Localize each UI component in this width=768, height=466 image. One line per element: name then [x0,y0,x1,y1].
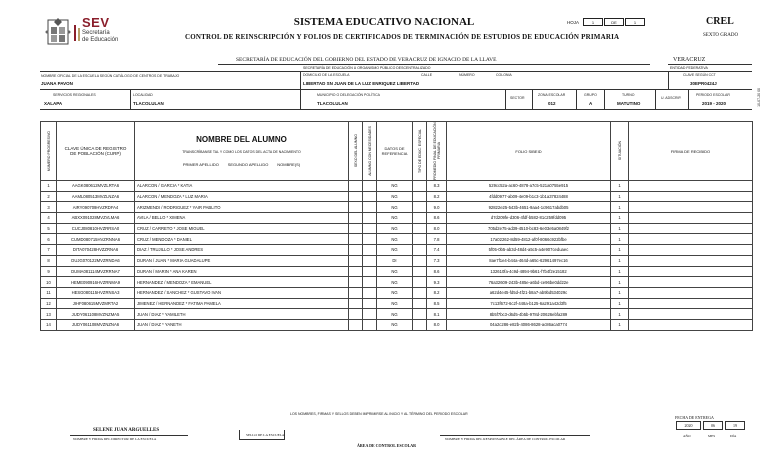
row-curp: JIHF080615MVZMRTA2 [57,298,135,309]
municipality-value: TLACOLULAN [317,101,348,106]
row-folio: 92822e25-543b-4651-9aa4-1c9617abdb05 [447,202,611,213]
row-average: 9.0 [427,202,447,213]
row-reference: NG [377,223,413,234]
sheet-number: 1 [583,18,603,26]
row-folio: 7c13f672-6c2f-448a-b125-6a291a42d3f5 [447,298,611,309]
locality-label: LOCALIDAD [133,93,153,97]
row-sex [349,181,363,192]
table-row [41,223,753,234]
director-label: NOMBRE Y FIRMA DEL DIRECTOR DE LA ESCUELA [73,437,157,441]
row-status: 1 [611,298,629,309]
row-sex [349,298,363,309]
row-folio: 132610fa-4c9d-4894-9b61-f7b4f2e15182 [447,266,611,277]
table-row [41,287,753,298]
row-special-ed [413,277,427,288]
row-folio: 04a2c286-e82b-4086-8628-ac86aca0774 [447,319,611,330]
municipality-label: MUNICIPIO O DELEGACIÓN POLÍTICA [317,93,381,97]
row-sex [349,234,363,245]
row-name: CRUZ / CARRETO * JOSE MIGUEL [135,223,349,234]
row-status: 1 [611,277,629,288]
row-folio: 4fdd0977-ab09-4e09-b1c3-1b1a37824488 [447,191,611,202]
region-label: SERVICIOS REGIONALES [53,93,96,97]
row-number: 6 [41,234,57,245]
row-number: 11 [41,287,57,298]
zone-value: 012 [548,101,556,106]
row-signature [629,213,753,224]
row-curp: ABXX091028MVZVLMA6 [57,213,135,224]
row-sex [349,245,363,256]
table-row [41,319,753,330]
row-status: 1 [611,202,629,213]
side-code: 10-07-20 00 [757,88,761,107]
col-sex: SEXO DEL ALUMNO [349,122,363,181]
row-needs [363,181,377,192]
row-name: HERNANDEZ / SANCHEZ * GUSTAVO IVAN [135,287,349,298]
row-special-ed [413,202,427,213]
row-status: 1 [611,234,629,245]
row-reference: NG [377,287,413,298]
footer-note: LOS NOMBRES, FIRMAS Y SELLOS DEBEN IMPRIMIRSE AL INICIO Y AL TÉRMINO DEL PERIODO ESCOLAR [290,412,468,416]
row-signature [629,277,753,288]
state-name: VERACRUZ [673,57,706,63]
table-row [41,181,753,192]
school-name-label: NOMBRE OFICIAL DE LA ESCUELA SEGÚN CATÁLOGO DE CENTROS DE TRABAJO [41,74,180,78]
row-needs [363,223,377,234]
col-number: NÚMERO PROGRESIVO [41,122,57,181]
row-status: 1 [611,191,629,202]
row-curp: DUMA081114MVZRRNA7 [57,266,135,277]
row-needs [363,319,377,330]
col-signature: FIRMA DE RECIBIDO [629,122,753,181]
director-name: SELENE JUAN ARGUELLES [93,428,160,433]
row-folio: 8ae7f1e4-b44a-464d-a65c-62961497ec16 [447,255,611,266]
sheet-label: HOJA [567,20,580,25]
row-needs [363,298,377,309]
row-average: 8.3 [427,181,447,192]
row-status: 1 [611,266,629,277]
row-signature [629,191,753,202]
group-label: GRUPO [584,93,597,97]
row-folio: 529cc52a-ac60-4878-a7c5-521a0755e915 [447,181,611,192]
period-value: 2019 - 2020 [702,101,727,106]
row-special-ed [413,234,427,245]
table-row [41,245,753,256]
delivery-day: 19 [725,421,745,430]
table-row [41,255,753,266]
col-special-ed: TIPO DE EDUC. ESPECIAL [413,122,427,181]
row-needs [363,255,377,266]
row-curp: JUDY061108MVZNZNA6 [57,319,135,330]
row-average: 7.3 [427,255,447,266]
row-reference: NG [377,202,413,213]
cct-value: 30EPR0424J [690,81,717,86]
row-reference: NG [377,277,413,288]
school-name: JUANA PAVON [41,81,73,86]
adscription-label: U. ADSCRIP. [661,96,682,100]
row-signature [629,319,753,330]
row-sex [349,309,363,320]
row-status: 1 [611,223,629,234]
seal-label: SELLO DE LA ESCUELA [246,433,285,437]
row-signature [629,266,753,277]
row-folio: 76a32609-243b-485e-a6bd-ce96be0dd22e [447,277,611,288]
day-label: DÍA [730,434,737,438]
table-row [41,277,753,288]
table-row [41,202,753,213]
row-average: 8.5 [427,298,447,309]
row-curp: HESG080115HVZRNSA3 [57,287,135,298]
sheet-total: 1 [625,18,645,26]
row-status: 1 [611,319,629,330]
table-row [41,213,753,224]
document-title: SISTEMA EDUCATIVO NACIONAL [293,16,475,28]
row-name: DURAN / MARIN * ANA KAREN [135,266,349,277]
row-number: 12 [41,298,57,309]
row-reference: NG [377,298,413,309]
row-needs [363,234,377,245]
row-name: ALARCON / GARCIA * KATIA [135,181,349,192]
responsible-label: NOMBRE Y FIRMA DEL RESPONSABLE DEL ÁREA DE CONTROL ESCOLAR [445,437,566,441]
row-name: AVILA / BELLO * XIMENA [135,213,349,224]
colonia-label: COLONIA [496,73,512,77]
row-curp: DITA070428HVZZRNA6 [57,245,135,256]
row-special-ed [413,181,427,192]
region-value: XALAPA [44,101,63,106]
row-signature [629,255,753,266]
row-sex [349,191,363,202]
row-needs [363,277,377,288]
row-needs [363,309,377,320]
row-special-ed [413,223,427,234]
row-folio: 8b5f7bc3-d6d5-4b5b-978d-20626ebfa289 [447,309,611,320]
row-average: 8.6 [427,266,447,277]
row-status: 1 [611,245,629,256]
month-label: MES [708,434,716,438]
row-number: 1 [41,181,57,192]
row-special-ed [413,213,427,224]
cct-label: CLAVE SEGÚN CCT [683,73,716,77]
row-average: 8.0 [427,223,447,234]
row-number: 5 [41,223,57,234]
row-needs [363,245,377,256]
row-average: 8.2 [427,191,447,202]
table-header-row [41,122,753,181]
row-special-ed [413,309,427,320]
row-sex [349,287,363,298]
row-curp: AAGK080612MVZLRTA6 [57,181,135,192]
row-average: 8.1 [427,309,447,320]
row-name: CRUZ / MENDOZA * DANIEL [135,234,349,245]
row-needs [363,266,377,277]
col-name: NOMBRE DEL ALUMNO TRANSCRÍBANSE TAL Y COMO LOS DATOS DEL ACTA DE NACIMIENTO PRIMER APELLIDO SEGUNDO APELLIDO NOMBRE(S) [135,122,349,181]
period-label: PERIODO ESCOLAR [696,93,730,97]
col-status: SITUACIÓN [611,122,629,181]
row-curp: CUCJ080810HVZRRSA0 [57,223,135,234]
row-signature [629,309,753,320]
row-special-ed [413,266,427,277]
row-number: 13 [41,309,57,320]
row-average: 8.2 [427,287,447,298]
table-row [41,266,753,277]
row-status: 1 [611,255,629,266]
row-sex [349,255,363,266]
shift-value: MATUTINO [617,101,641,106]
street-label: CALLE [421,73,433,77]
row-reference: NG [377,234,413,245]
row-signature [629,223,753,234]
row-curp: AIRY090709HVZRDFA4 [57,202,135,213]
col-folio: FOLIO SIBEID [447,122,611,181]
table-row [41,309,753,320]
col-average: PROMEDIO FINAL DE EDUCACIÓN PRIMARIA [427,122,447,181]
row-sex [349,202,363,213]
row-sex [349,213,363,224]
row-number: 2 [41,191,57,202]
row-curp: JUDY061108MVZNZMA5 [57,309,135,320]
row-needs [363,202,377,213]
row-needs [363,287,377,298]
row-signature [629,202,753,213]
row-average: 7.4 [427,245,447,256]
row-folio: a62d4e45-fd5d-4f21-b8a7-ab9bd534029c [447,287,611,298]
address-label: DOMICILIO DE LA ESCUELA [303,73,350,77]
row-name: ALARCON / MENDOZA * LUZ MARIA [135,191,349,202]
number-label: NÚMERO [459,73,475,77]
row-number: 3 [41,202,57,213]
row-sex [349,277,363,288]
row-number: 14 [41,319,57,330]
locality-value: TLACOLULAN [133,101,164,106]
row-number: 9 [41,266,57,277]
table-row [41,234,753,245]
row-curp: CUMD080715HVZRNNA6 [57,234,135,245]
row-curp: DUJG070122MVZRNDA6 [57,255,135,266]
row-curp: AAML080513MVZLNZA6 [57,191,135,202]
row-reference: NG [377,319,413,330]
row-name: ARIZMENDI / RODRIGUEZ * YAIR PABLITO [135,202,349,213]
form-code: CREL [706,16,734,27]
row-special-ed [413,191,427,202]
row-number: 8 [41,255,57,266]
row-signature [629,181,753,192]
row-sex [349,223,363,234]
secretaria-title: SECRETARÍA DE EDUCACIÓN DEL GOBIERNO DEL ESTADO DE VERACRUZ DE IGNACIO DE LA LLAVE [236,57,497,63]
row-number: 7 [41,245,57,256]
row-average: 9.3 [427,277,447,288]
row-reference: DI [377,255,413,266]
row-name: JUAN / DIAZ * YANETH [135,319,349,330]
students-table [40,121,753,331]
row-average: 8.6 [427,213,447,224]
row-special-ed [413,245,427,256]
row-folio: d7d209fe-d306-4fdf-b582-81c259fdd095 [447,213,611,224]
row-name: DURAN / JUAN * MARIA GUADALUPE [135,255,349,266]
row-signature [629,245,753,256]
row-needs [363,191,377,202]
row-reference: NG [377,191,413,202]
row-special-ed [413,319,427,330]
col-reference: DATOS DE REFERENCIA [377,122,413,181]
row-status: 1 [611,213,629,224]
sector-label: SECTOR [510,96,525,100]
row-number: 4 [41,213,57,224]
row-status: 1 [611,181,629,192]
row-reference: NG [377,181,413,192]
row-reference: NG [377,309,413,320]
row-folio: 5f05-0b5-ab3d-48d4-a5c5-a4e907ceduaec [447,245,611,256]
delivery-date-label: FECHA DE ENTREGA [675,415,714,420]
sheet-of-label: DE [604,18,624,26]
grade-label: SEXTO GRADO [703,33,739,38]
secretaria-label: SECRETARÍA DE EDUCACIÓN U ORGANISMO PÚBLICO DESCENTRALIZADO [303,66,431,70]
row-folio: 705d2e75-ad39-4510-bc83-6e03e5a0849f2 [447,223,611,234]
row-reference: NG [377,245,413,256]
row-sex [349,319,363,330]
delivery-year: 2020 [676,421,701,430]
row-special-ed [413,287,427,298]
group-value: A [589,101,593,106]
table-row [41,298,753,309]
row-sex [349,266,363,277]
col-curp: CLAVE ÚNICA DE REGISTRO DE POBLACIÓN (CURP) [57,122,135,181]
row-status: 1 [611,287,629,298]
row-name: HERNANDEZ / MENDOZA * EMANUEL [135,277,349,288]
area-label: ÁREA DE CONTROL ESCOLAR [357,443,417,448]
row-signature [629,287,753,298]
year-label: AÑO [683,434,691,438]
row-average: 7.8 [427,234,447,245]
state-label: ENTIDAD FEDERATIVA [670,66,708,70]
row-folio: 17a02262-8d59-4812-af0f-8066c922bfbe [447,234,611,245]
row-signature [629,234,753,245]
row-name: JUAN / DIAZ * YAMILETH [135,309,349,320]
row-special-ed [413,255,427,266]
sev-logo-subtitle: Secretaría de Educación [82,30,119,43]
row-special-ed [413,298,427,309]
school-address: LIBERTAD SN JUAN DE LA LUZ ENRIQUEZ LIBERTAD [303,81,420,86]
delivery-month: 06 [703,421,723,430]
col-needs: ALUMNO CON NECESIDADES [363,122,377,181]
zone-label: ZONA ESCOLAR [538,93,566,97]
row-number: 10 [41,277,57,288]
row-signature [629,298,753,309]
row-status: 1 [611,309,629,320]
sev-logo-text: SEV [82,15,110,30]
table-row [41,191,753,202]
row-name: JIMENEZ / HERNANDEZ * FATIMA PAMELA [135,298,349,309]
shift-label: TURNO [622,93,635,97]
row-reference: NG [377,213,413,224]
document-subtitle: CONTROL DE REINSCRIPCIÓN Y FOLIOS DE CERTIFICADOS DE TERMINACIÓN DE ESTUDIOS DE EDUCACIÓN PRIMARIA [185,33,620,41]
row-needs [363,213,377,224]
row-curp: HEME090916HVZRNMA9 [57,277,135,288]
row-name: DIAZ / TRUJILLO * JOSE ANDRES [135,245,349,256]
row-average: 8.0 [427,319,447,330]
row-reference: NG [377,266,413,277]
